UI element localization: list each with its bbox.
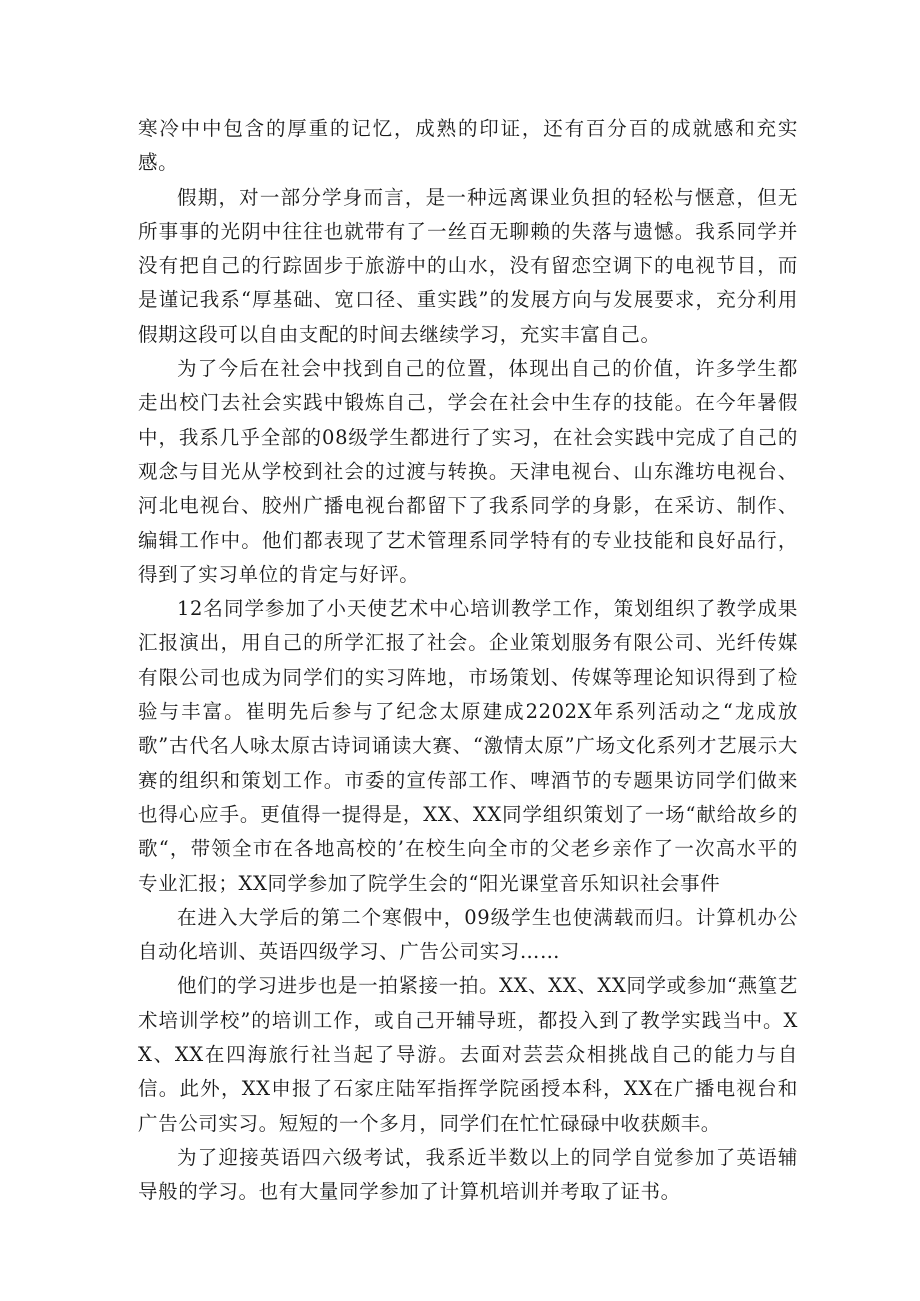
paragraph-6: 他们的学习进步也是一拍紧接一拍。XX、XX、XX同学或参加“燕篁艺术培训学校”的培训工作，或自己开辅导班，都投入到了教学实践当中。XX、XX在四海旅行社当起了导游。去面对芸芸众相挑战自己的能力与自信。此外，XX申报了石家庄陆军指挥学院函授本科，XX在广播电视台和广告公司实习。短短的一个多月，同学们在忙忙碌碌中收获颇丰。 [138, 974, 798, 1135]
paragraph-3: 为了今后在社会中找到自己的位置，体现出自己的价值，许多学生都走出校门去社会实践中锻炼自己，学会在社会中生存的技能。在今年暑假中，我系几乎全部的08级学生都进行了实习，在社会实践中完成了自己的观念与目光从学校到社会的过渡与转换。天津电视台、山东潍坊电视台、河北电视台、胶州广播电视台都留下了我系同学的身影，在采访、制作、编辑工作中。他们都表现了艺术管理系同学特有的专业技能和良好品行，得到了实习单位的肯定与好评。 [138, 357, 798, 586]
paragraph-2: 假期，对一部分学身而言，是一种远离课业负担的轻松与惬意，但无所事事的光阴中往往也就带有了一丝百无聊赖的失落与遗憾。我系同学并没有把自己的行踪固步于旅游中的山水，没有留恋空调下的电视节目，而是谨记我系“厚基础、宽口径、重实践”的发展方向与发展要求，充分利用假期这段可以自由支配的时间去继续学习，充实丰富自己。 [138, 185, 798, 346]
paragraph-1: 寒冷中中包含的厚重的记忆，成熟的印证，还有百分百的成就感和充实感。 [138, 117, 798, 175]
paragraph-7: 为了迎接英语四六级考试，我系近半数以上的同学自觉参加了英语辅导般的学习。也有大量同学参加了计算机培训并考取了证书。 [138, 1145, 798, 1204]
document-body [138, 112, 798, 1210]
paragraph-4: 12名同学参加了小天使艺术中心培训教学工作，策划组织了教学成果汇报演出，用自己的所学汇报了社会。企业策划服务有限公司、光纤传媒有限公司也成为同学们的实习阵地，市场策划、传媒等理论知识得到了检验与丰富。崔明先后参与了纪念太原建成2202X年系列活动之“龙成放歌”古代名人咏太原古诗词诵读大赛、“激情太原”广场文化系列才艺展示大赛的组织和策划工作。市委的宣传部工作、啤酒节的专题果访同学们做来也得心应手。更值得一提得是，XX、XX同学组织策划了一场“献给故乡的歌“，带领全市在各地高校的’在校生向全市的父老乡亲作了一次高水平的专业汇报；XX同学参加了院学生会的“阳光课堂音乐知识社会事件 [138, 597, 798, 895]
paragraph-5: 在进入大学后的第二个寒假中，09级学生也使满载而归。计算机办公自动化培训、英语四级学习、广告公司实习…… [138, 905, 798, 964]
